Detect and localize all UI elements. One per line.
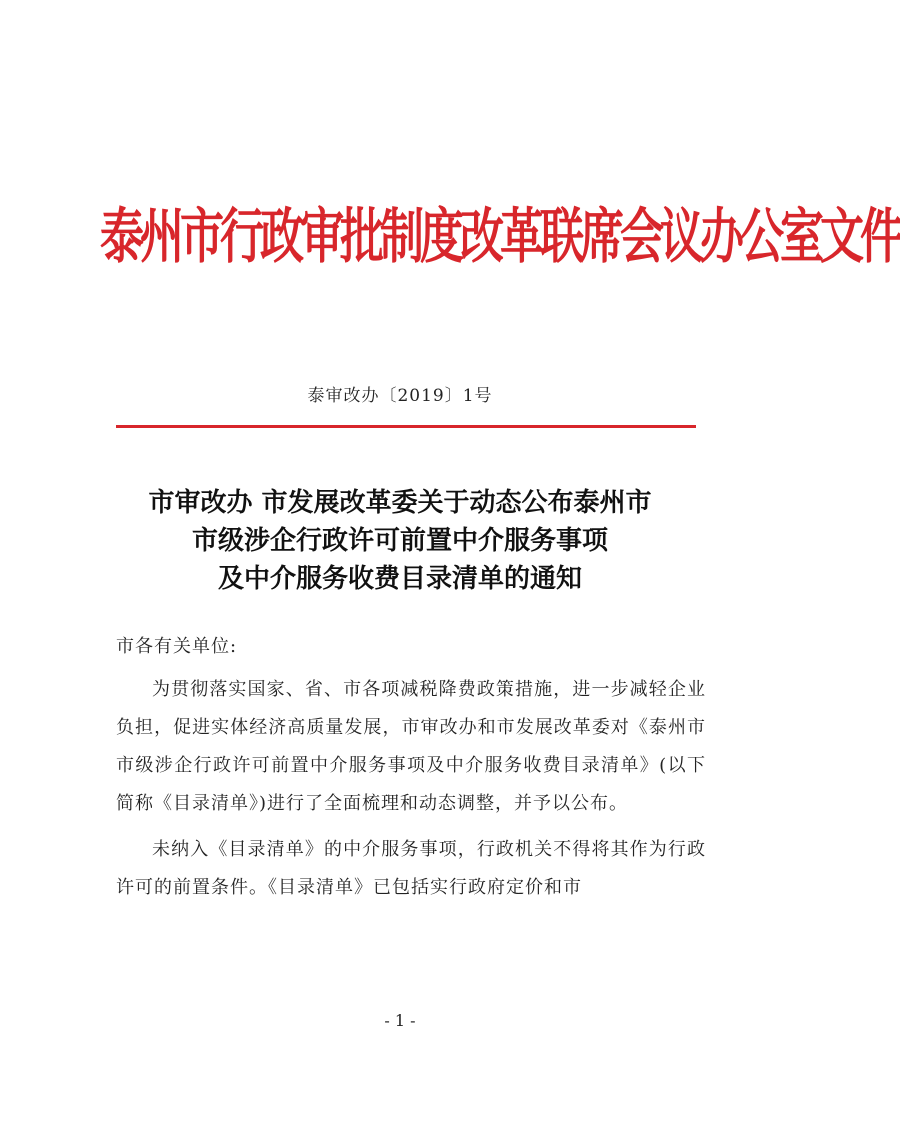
body-paragraph-2: 未纳入《目录清单》的中介服务事项，行政机关不得将其作为行政许可的前置条件。《目录清单》已包括实行政府定价和市 — [116, 839, 706, 898]
red-divider-line — [116, 425, 696, 428]
page-number: - 1 - — [384, 1011, 416, 1030]
salutation: 市各有关单位: — [116, 636, 238, 657]
document-number: 泰审改办〔2019〕1号 — [307, 386, 493, 406]
notice-title-line-2: 市级涉企行政许可前置中介服务事项 — [191, 526, 608, 556]
masthead-title: 泰州市行政审批制度改革联席会议办公室文件 — [100, 202, 900, 272]
body-paragraph-1: 为贯彻落实国家、省、市各项减税降费政策措施，进一步减轻企业负担，促进实体经济高质量发展，市审改办和市发展改革委对《泰州市市级涉企行政许可前置中介服务事项及中介服务收费目录清单》(以下简称《目录清单》)进行了全面梳理和动态调整，并予以公布。 — [116, 679, 706, 814]
body-text — [116, 671, 706, 915]
notice-title-line-3: 及中介服务收费目录清单的通知 — [217, 564, 582, 594]
notice-title — [100, 484, 700, 598]
notice-title-line-1: 市审改办 市发展改革委关于动态公布泰州市 — [148, 488, 652, 518]
